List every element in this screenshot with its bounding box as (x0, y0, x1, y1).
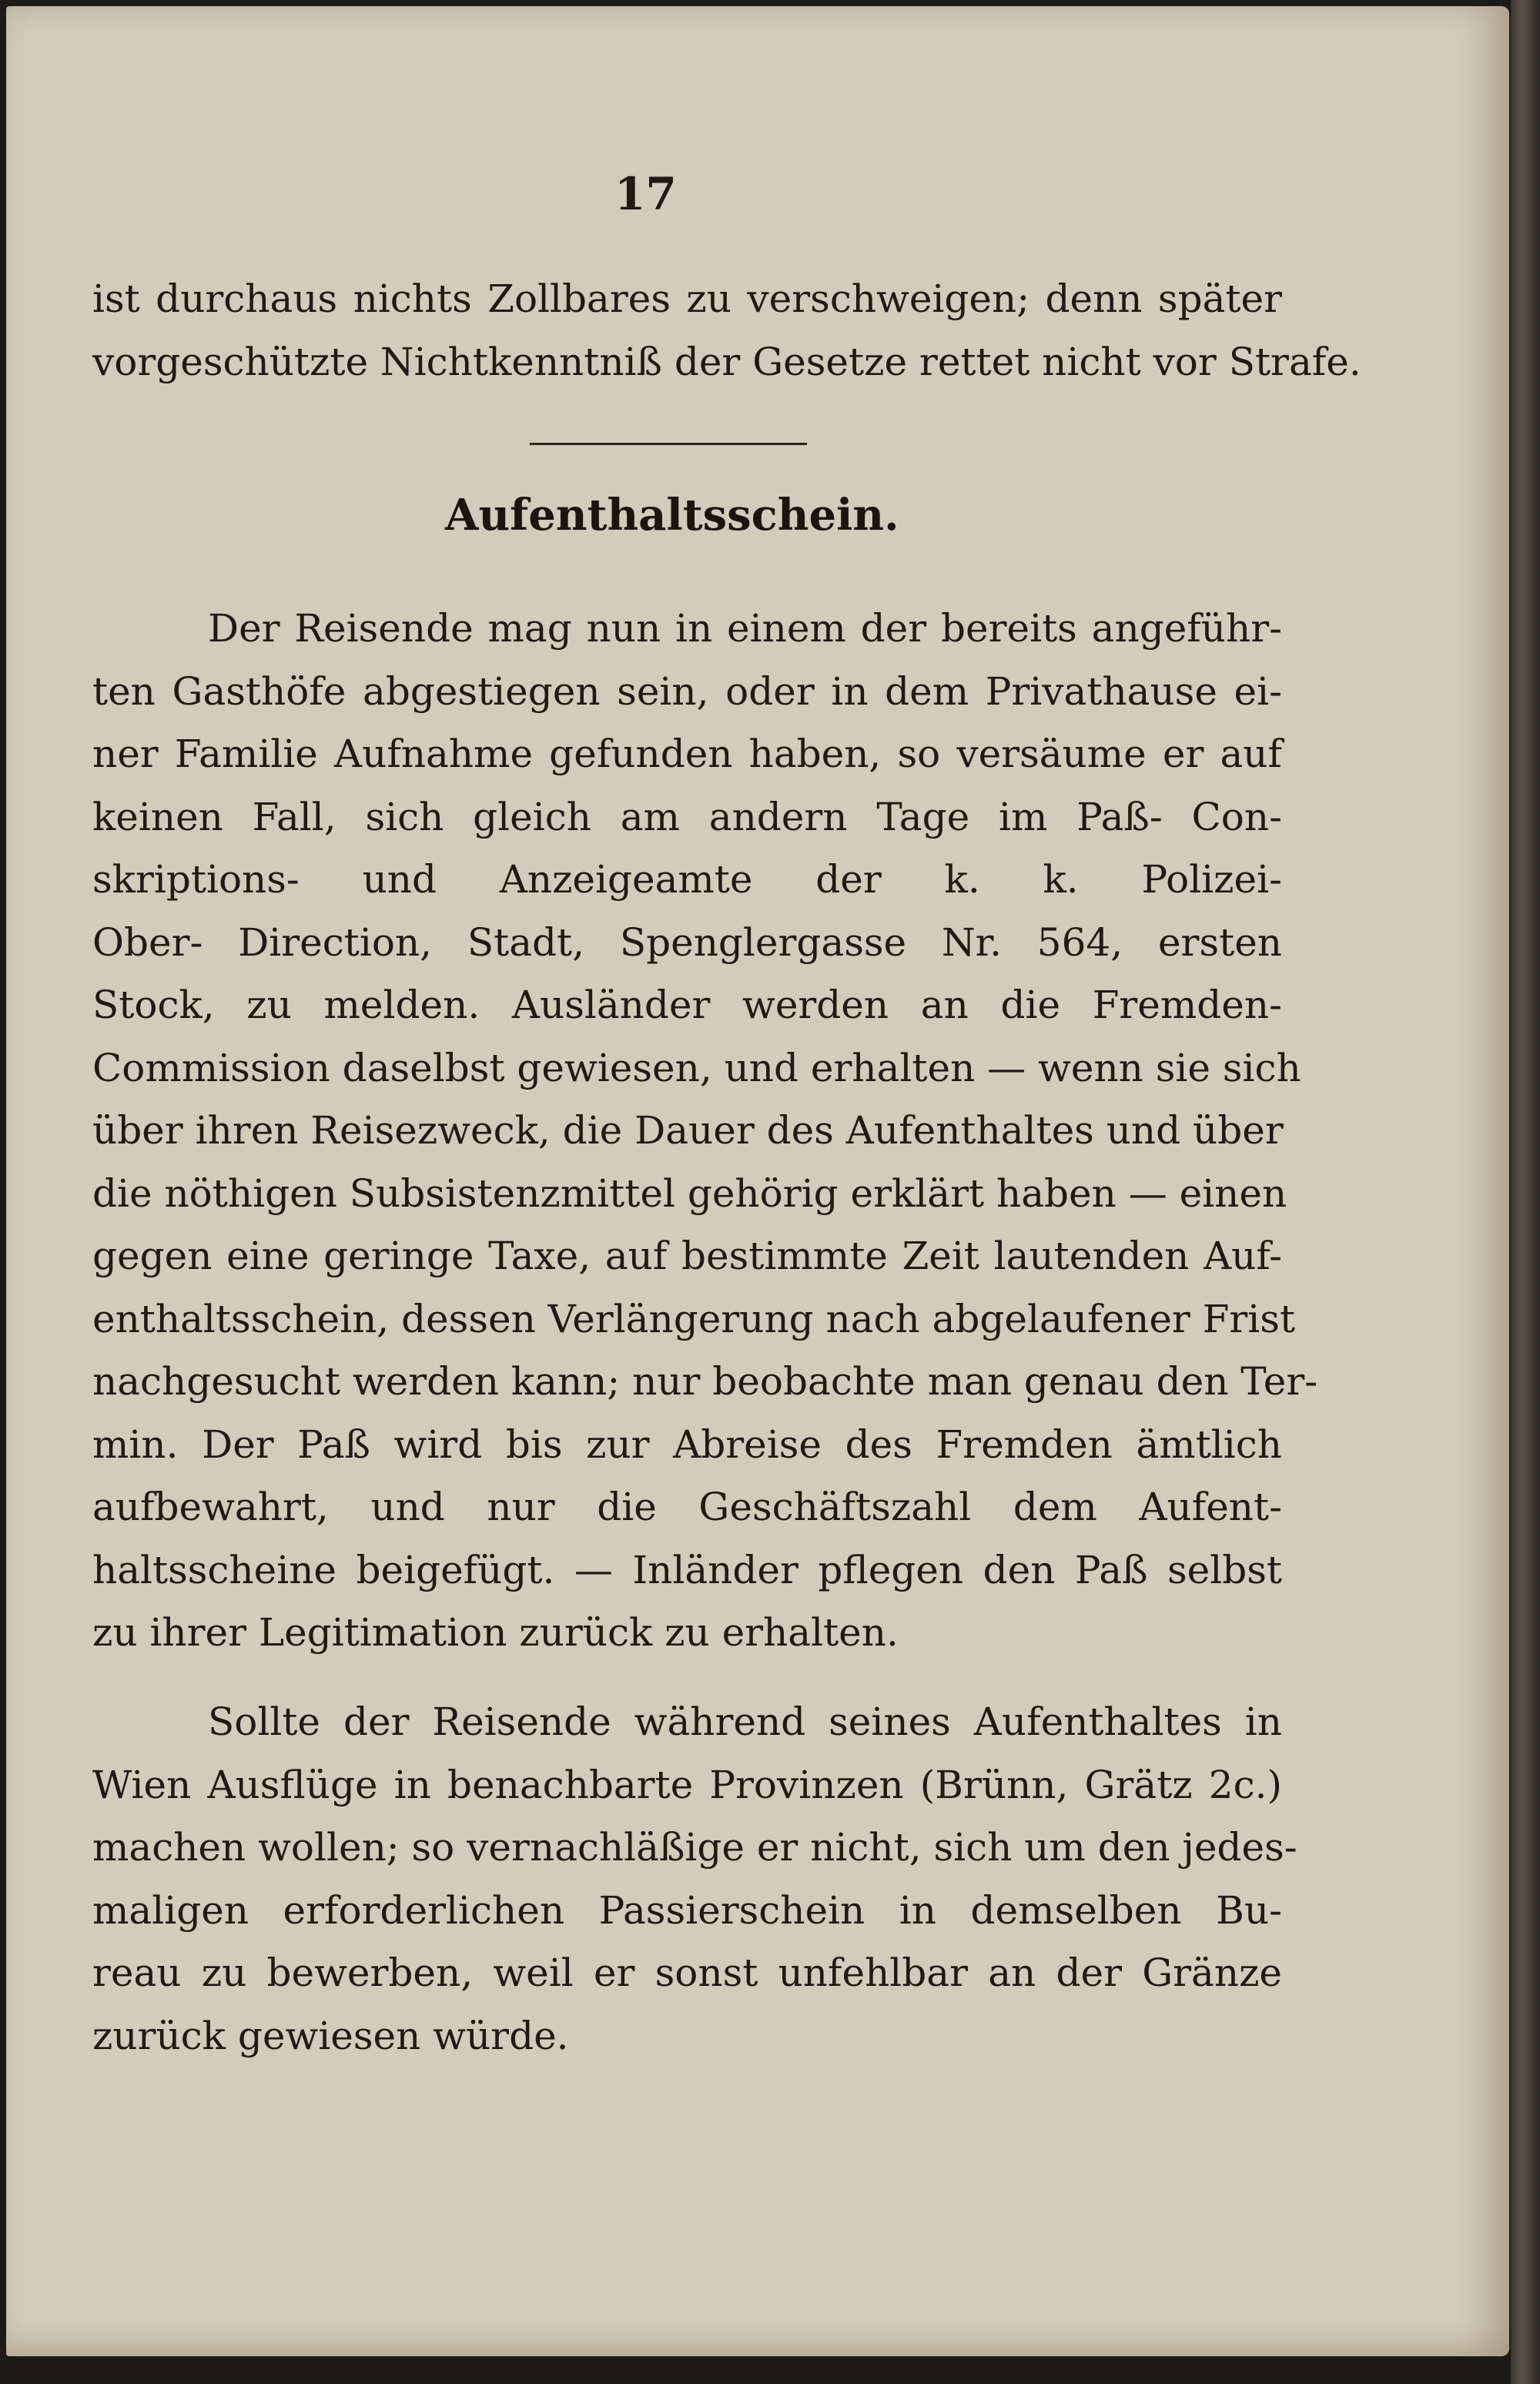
text-line: gegen eine geringe Taxe, auf bestimmte Zeit lautenden Auf- (92, 1234, 1282, 1278)
section-heading: Aufenthaltsschein. (445, 490, 899, 541)
section-divider (530, 443, 807, 445)
text-line: reau zu bewerben, weil er sonst unfehlbar an der Gränze (92, 1950, 1282, 1995)
text-line: nachgesucht werden kann; nur beobachte man genau den Ter- (92, 1359, 1318, 1404)
text-line: zu ihrer Legitimation zurück zu erhalten. (92, 1610, 899, 1655)
continued-paragraph (92, 268, 1361, 393)
text-line: ist durchaus nichts Zollbares zu verschweigen; denn später (92, 276, 1282, 321)
text-line: vorgeschützte Nichtkenntniß der Gesetze rettet nicht vor Strafe. (92, 339, 1361, 384)
text-line: skriptions- und Anzeigeamte der k. k. Polizei- (92, 857, 1282, 902)
paragraph-aufenthaltsschein (92, 598, 1318, 1665)
text-line: über ihren Reisezweck, die Dauer des Aufenthaltes und über (92, 1108, 1284, 1153)
page-number: 17 (614, 168, 677, 220)
book-page (6, 6, 1509, 2356)
text-line: maligen erforderlichen Passierschein in demselben Bu- (92, 1887, 1282, 1933)
text-line: Stock, zu melden. Ausländer werden an die Fremden- (92, 983, 1282, 1027)
text-line: ner Familie Aufnahme gefunden haben, so versäume er auf (92, 732, 1282, 776)
text-line: Wien Ausflüge in benachbarte Provinzen (Brünn, Grätz 2c.) (92, 1762, 1282, 1807)
text-line: machen wollen; so vernachläßige er nicht, sich um den jedes- (92, 1825, 1297, 1870)
text-line: aufbewahrt, und nur die Geschäftszahl dem Aufent- (92, 1485, 1282, 1529)
text-line: Commission daselbst gewiesen, und erhalten — wenn sie sich (92, 1045, 1301, 1090)
text-line: die nöthigen Subsistenzmittel gehörig erklärt haben — einen (92, 1170, 1287, 1216)
text-line: enthaltsschein, dessen Verlängerung nach abgelaufener Frist (92, 1296, 1296, 1341)
text-line: Ober- Direction, Stadt, Spenglergasse Nr. 564, ersten (92, 919, 1282, 965)
book-edge (1511, 0, 1540, 2384)
text-line: ten Gasthöfe abgestiegen sein, oder in dem Privathause ei- (92, 668, 1282, 714)
text-line: Sollte der Reisende während seines Aufenthaltes in (208, 1699, 1282, 1744)
text-line: zurück gewiesen würde. (92, 2013, 569, 2058)
paragraph-passierschein (92, 1691, 1297, 2068)
text-line: haltsscheine beigefügt. — Inländer pflegen den Paß selbst (92, 1547, 1282, 1592)
text-line: keinen Fall, sich gleich am andern Tage im Paß- Con- (92, 794, 1282, 839)
text-line: min. Der Paß wird bis zur Abreise des Fremden ämtlich (92, 1421, 1282, 1467)
text-line: Der Reisende mag nun in einem der bereits angeführ- (208, 606, 1282, 651)
